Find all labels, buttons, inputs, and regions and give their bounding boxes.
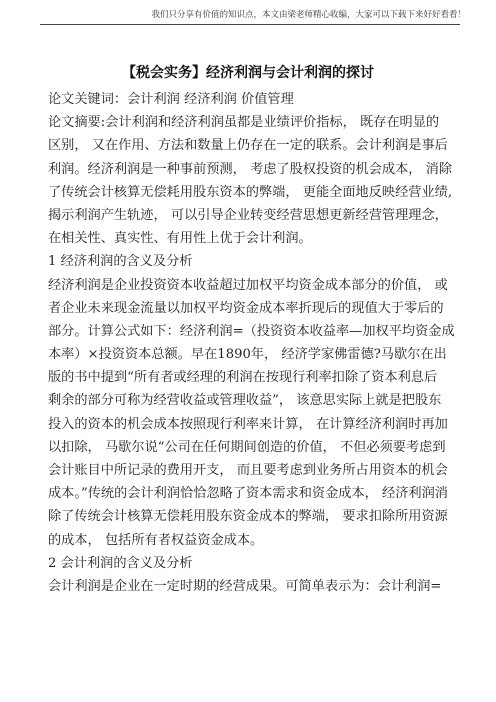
paragraph-line: 除了传统会计核算无偿耗用股东资金成本的弊端， 要求扣除所用资源 <box>48 509 448 525</box>
paragraph-line: 经济利润是企业投资资本收益超过加权平均资金成本部分的价值， 或 <box>48 277 448 293</box>
header-divider <box>40 24 460 25</box>
paragraph-line: 者企业未来现金流量以加权平均资金成本率折现后的现值大于零后的 <box>48 300 444 316</box>
section-heading-2: 2 会计利润的含义及分析 <box>48 555 193 571</box>
paragraph-line: 剩余的部分可称为经营收益或管理收益”， 该意思实际上就是把股东 <box>48 393 442 409</box>
paragraph-line: 版的书中提到“所有者或经理的利润在按现行利率扣除了资本利息后 <box>48 370 438 386</box>
paragraph-line: 本率）×投资资本总额。早在1890年， 经济学家佛雷德?马歇尔在出 <box>48 347 447 363</box>
abstract-line: 揭示利润产生轨迹， 可以引导企业转变经营思想更新经营管理理念， <box>48 207 448 223</box>
abstract-line: 了传统会计核算无偿耗用股东资本的弊端， 更能全面地反映经营业绩, <box>48 184 453 200</box>
paragraph-line: 以扣除， 马歇尔说“公司在任何期间创造的价值， 不但必须要考虑到 <box>48 439 446 455</box>
paragraph-line: 会计账目中所记录的费用开支， 而且要考虑到业务所占用资本的机会 <box>48 463 448 478</box>
header-note: 我们只分享有价值的知识点，本文由梁老师精心收编，大家可以下载下来好好看看！ <box>151 10 466 20</box>
section-heading-1: 1 经济利润的含义及分析 <box>48 254 193 270</box>
paragraph-line: 投入的资本的机会成本按照现行利率来计算， 在计算经济利润时再加 <box>48 416 448 432</box>
keywords-line: 论文关键词：会计利润 经济利润 价值管理 <box>48 92 294 107</box>
document-body <box>48 88 458 598</box>
paragraph-line: 会计利润是企业在一定时期的经营成果。可简单表示为：会计利润= <box>48 578 442 594</box>
abstract-line: 区别， 又在作用、方法和数量上仍存在一定的联系。会计利润是事后 <box>48 138 448 154</box>
abstract-line: 在相关性、真实性、有用性上优于会计利润。 <box>48 231 312 247</box>
paragraph-line: 成本。”传统的会计利润恰恰忽略了资本需求和资金成本， 经济利润消 <box>48 486 448 502</box>
document-title: 【税会实务】经济利润与会计利润的探讨 <box>122 65 374 81</box>
abstract-line: 利润。经济利润是一种事前预测， 考虑了股权投资的机会成本， 消除 <box>48 161 453 177</box>
abstract-line: 论文摘要:会计利润和经济利润虽都是业绩评价指标， 既存在明显的 <box>48 115 440 131</box>
paragraph-line: 的成本， 包括所有者权益资金成本。 <box>48 532 264 548</box>
paragraph-line: 部分。计算公式如下：经济利润=（投资资本收益率—加权平均资金成 <box>48 323 455 339</box>
